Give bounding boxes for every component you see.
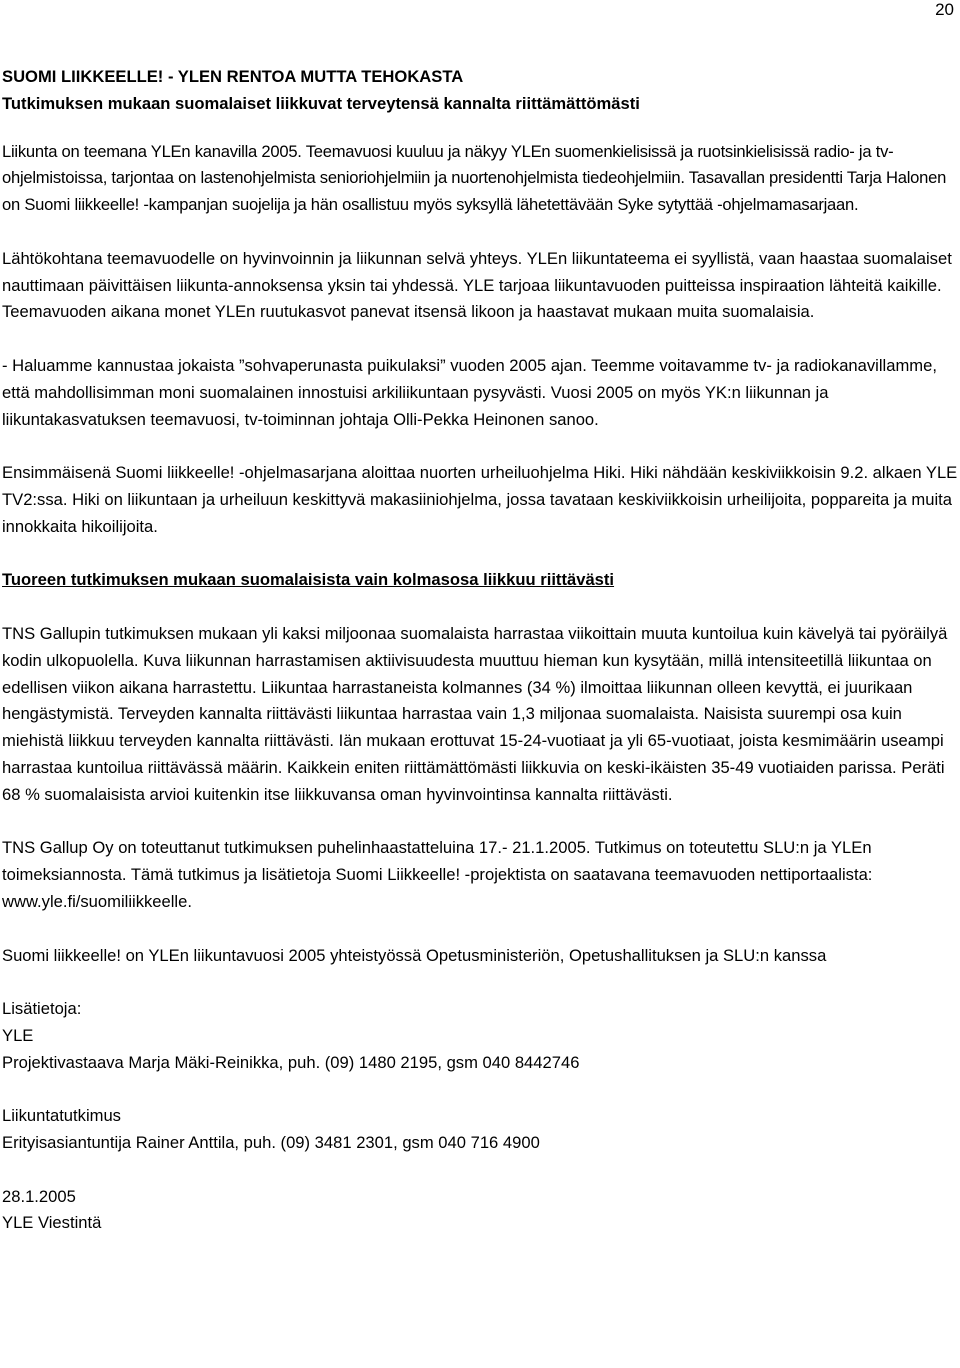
contacts-label: Lisätietoja: <box>2 999 82 1019</box>
contact-person-yle: Projektivastaava Marja Mäki-Reinikka, puh. (09) 1480 2195, gsm 040 8442746 <box>2 1052 580 1072</box>
paragraph-hiki: Ensimmäisenä Suomi liikkeelle! -ohjelmasarjana aloittaa nuorten urheiluohjelma Hiki. Hiki nähdään keskiviikkoisin 9.2. alkaen YLE TV2:ssa. Hiki on liikuntaan ja urheiluun keskittyvä makasiiniohjelma, jossa tavataan keskiviikkoisin urheilijoita, poppareita ja muita innokkaita hikoilijoita. <box>2 463 958 536</box>
intro-paragraph: Liikunta on teemana YLEn kanavilla 2005. Teemavuosi kuuluu ja näkyy YLEn suomenkielisissä ja ruotsinkielisissä radio- ja tv-ohjelmistoissa, tarjontaa on lastenohjelmista senioriohjelmiin ja nuortenohjelmista tiedeohjelmiin. Tasavallan presidentti Tarja Halonen on Suomi liikkeelle! -kampanjan suojelija ja hän osallistuu myös syksyllä lähetettävään Syke sytyttää -ohjelmamasarjaan. <box>2 141 947 215</box>
contact-org-yle: YLE <box>2 1025 34 1045</box>
subheadline: Tutkimuksen mukaan suomalaiset liikkuvat terveytensä kannalta riittämättömästi <box>2 93 640 113</box>
paragraph-study-method: TNS Gallup Oy on toteuttanut tutkimuksen puhelinhaastatteluina 17.- 21.1.2005. Tutkimus on toteutettu SLU:n ja YLEn toimeksiannosta. Tämä tutkimus ja lisätietoja Suomi Liikkeelle! -projektista on saatavana teemavuoden nettiportaalista: www.yle.fi/suomiliikkeelle. <box>2 838 873 911</box>
footer-date: 28.1.2005 <box>2 1186 76 1206</box>
paragraph-starting-point: Lähtökohtana teemavuodelle on hyvinvoinnin ja liikunnan selvä yhteys. YLEn liikuntateema ei syyllistä, vaan haastaa suomalaiset nauttimaan päivittäisen liikunta-annoksensa yksin tai yhdessä. YLE tarjoaa liikuntavuoden puitteissa inspiraation lähteitä kaikille. Teemavuoden aikana monet YLEn ruutukasvot panevat itsensä likoon ja haastavat mukaan muita suomalaisia. <box>2 248 952 322</box>
headline: SUOMI LIIKKEELLE! - YLEN RENTOA MUTTA TEHOKASTA <box>2 67 464 86</box>
section-heading: Tuoreen tutkimuksen mukaan suomalaisista vain kolmasosa liikkuu riittävästi <box>2 570 615 590</box>
paragraph-quote: - Haluamme kannustaa jokaista ”sohvaperunasta puikulaksi” vuoden 2005 ajan. Teemme voitavamme tv- ja radiokanavillamme, että mahdollisimman moni suomalainen innostuisi arkiliikuntaan pysyvästi. Vuosi 2005 on myös YK:n liikunnan ja liikuntakasvatuksen teemavuosi, tv-toiminnan johtaja Olli-Pekka Heinonen sanoo. <box>2 355 937 429</box>
press-release <box>2 64 958 1237</box>
page-number: 20 <box>935 0 954 19</box>
paragraph-study-results: TNS Gallupin tutkimuksen mukaan yli kaksi miljoonaa suomalaista harrastaa viikoittain muuta kuntoilua kuin kävelyä tai pyöräilyä kodin ulkopuolella. Kuva liikunnan harrastamisen aktiivisuudesta muuttuu hieman kun kysytään, millä intensiteetillä liikuntaa on edellisen viikon aikana harrastettu. Liikuntaa harrastaneista kolmannes (34 %) ilmoittaa liikunnan olleen kevyttä, ei juurikaan hengästymistä. Terveyden kannalta riittävästi liikuntaa harrastaa vain 1,3 miljonaa suomalaista. Naisista suurempi osa kuin miehistä liikkuu terveyden kannalta riittävästi. Iän mukaan erottuvat 15-24-vuotiaat ja yli 65-vuotiaat, joista kesmimäärin useampi harrastaa kuntoilua riittävässä määrin. Kaikkein eniten riittämättömästi liikkuvia on keski-ikäisten 35-49 vuotiaiden parissa. Peräti 68 % suomalaisista arvioi kuitenkin itse liikkuvansa oman hyvinvointinsa kannalta riittävästi. <box>2 623 948 804</box>
paragraph-cooperation: Suomi liikkeelle! on YLEn liikuntavuosi 2005 yhteistyössä Opetusministeriön, Opetushallituksen ja SLU:n kanssa <box>2 945 827 965</box>
contact-person-research: Erityisasiantuntija Rainer Anttila, puh. (09) 3481 2301, gsm 040 716 4900 <box>2 1133 540 1153</box>
contact-org-research: Liikuntatutkimus <box>2 1106 121 1126</box>
footer-sender: YLE Viestintä <box>2 1213 102 1233</box>
